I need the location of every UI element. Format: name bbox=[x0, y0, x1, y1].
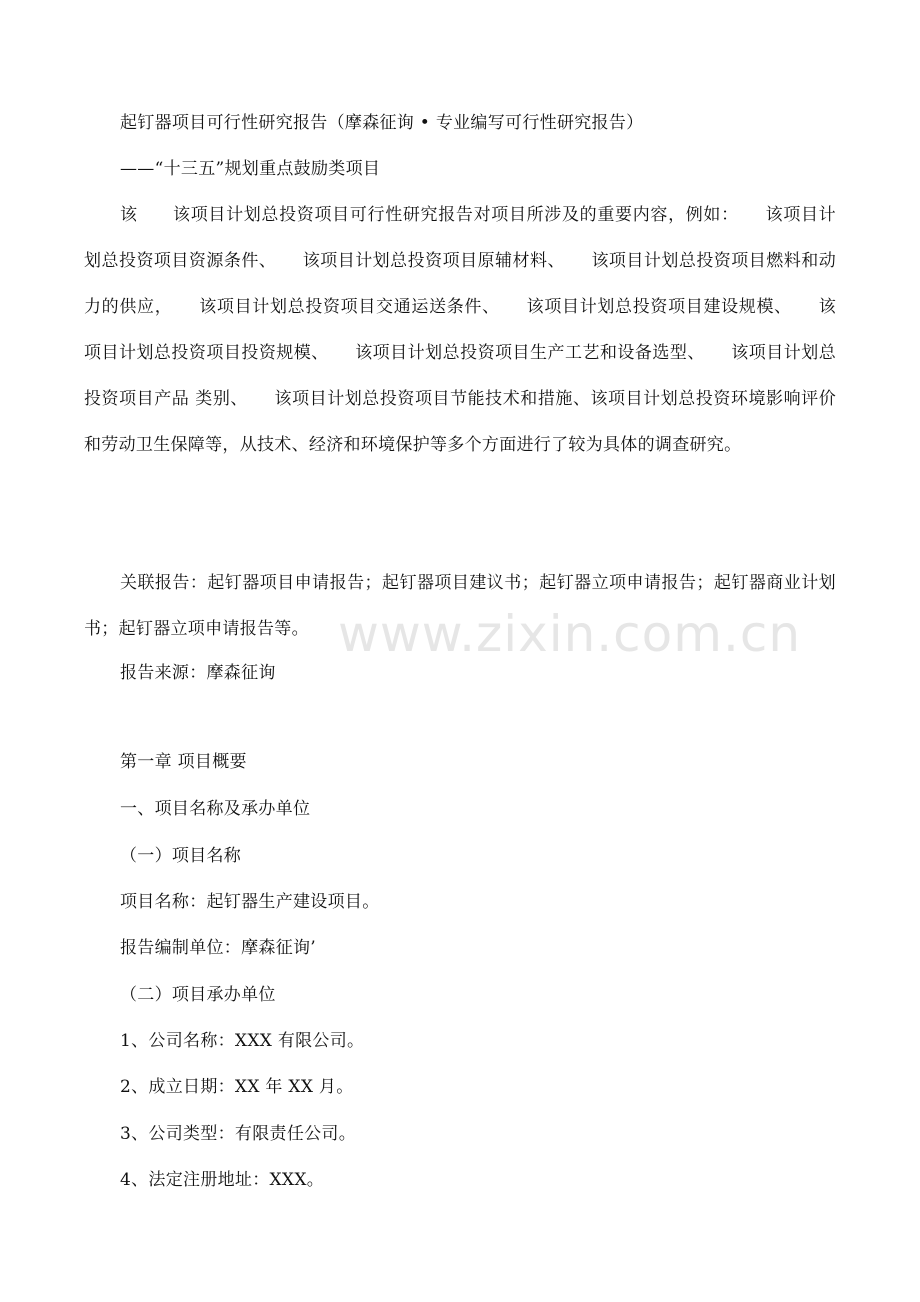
registered-address-line: 4、法定注册地址：XXX。 bbox=[120, 1170, 325, 1190]
compiler-line: 报告编制单位：摩森征询’ bbox=[120, 938, 317, 958]
intro-paragraph: 该 该项目计划总投资项目可行性研究报告对项目所涉及的重要内容，例如： 该项目计划总投资项目资源条件、 该项目计划总投资项目原辅材料、 该项目计划总投资项目燃料和动力的供应， 该项目计划总投资项目交通运送条件、 该项目计划总投资项目建设规模、 该项目计划总投资项目投资规模、 该项目计划总投资项目生产工艺和设备选型、 该项目计划总投资项目产品 类别、 该项目计划总投资项目节能技术和措施、该项目计划总投资环境影响评价和劳动卫生保障等，从技术、经济和环境保护等多个方面进行了较为具体的调查研究。 bbox=[84, 205, 836, 455]
project-name-line: 项目名称：起钉器生产建设项目。 bbox=[120, 892, 380, 912]
document-title: 起钉器项目可行性研究报告（摩森征询 • 专业编写可行性研究报告） bbox=[120, 113, 644, 133]
company-type-line: 3、公司类型：有限责任公司。 bbox=[120, 1124, 357, 1144]
company-name-line: 1、公司名称：XXX 有限公司。 bbox=[120, 1031, 365, 1051]
chapter-title: 第一章 项目概要 bbox=[120, 752, 247, 772]
related-reports-paragraph: 关联报告：起钉器项目申请报告；起钉器项目建议书；起钉器立项申请报告；起钉器商业计划书；起钉器立项申请报告等。 bbox=[84, 573, 836, 639]
subsection-heading: （一）项目名称 bbox=[120, 846, 242, 866]
report-source: 报告来源：摩森征询 bbox=[120, 663, 276, 683]
subsection-heading: （二）项目承办单位 bbox=[120, 985, 276, 1005]
watermark: www.zixin.com.cn bbox=[338, 605, 802, 663]
established-date-line: 2、成立日期：XX 年 XX 月。 bbox=[120, 1077, 354, 1097]
document-subtitle: ——“十三五”规划重点鼓励类项目 bbox=[120, 159, 381, 179]
section-heading: 一、项目名称及承办单位 bbox=[120, 799, 311, 819]
